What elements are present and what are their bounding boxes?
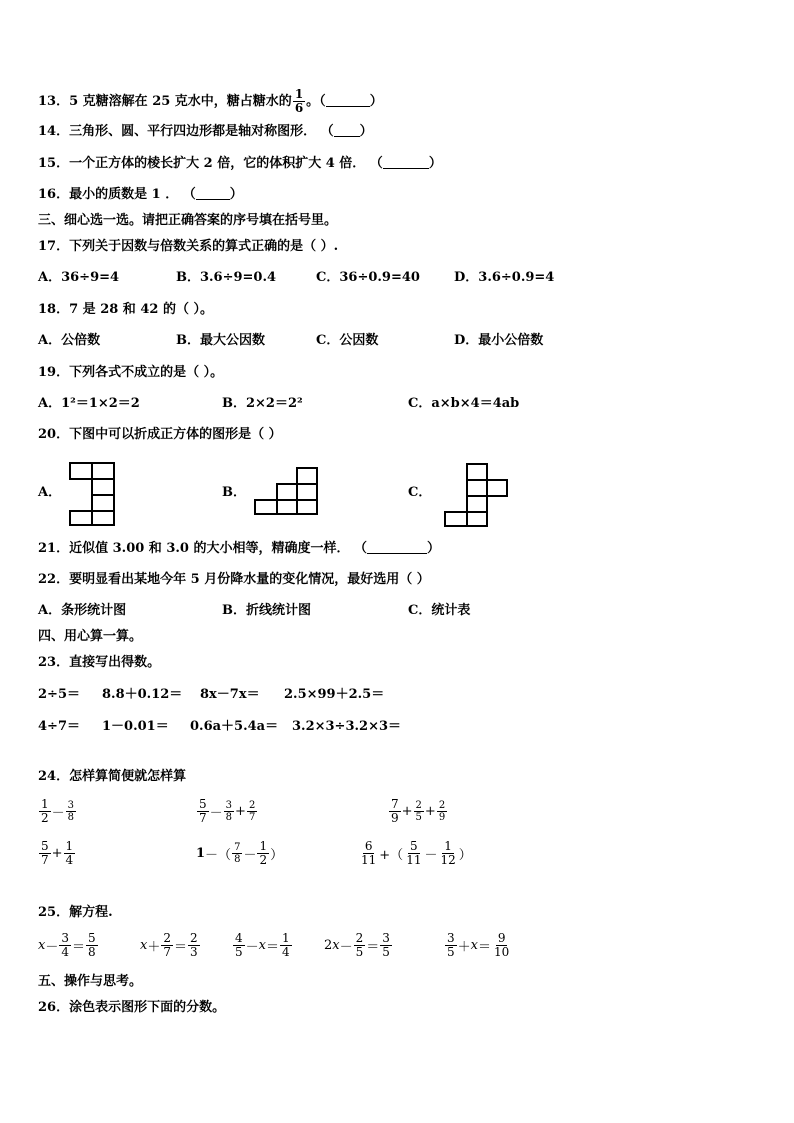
q25-equation-3: $\frac{4}{5}$ － x ＝ $\frac{1}{4}$ xyxy=(235,931,290,959)
q18-option-b[interactable]: B．最大公因数 xyxy=(176,333,265,348)
question-17: 17．下列关于因数与倍数关系的算式正确的是（ ）. xyxy=(38,239,339,254)
q24-expr-2: $\frac{5}{7}$ － $\frac{3}{8}$ + $\frac{2}{7}$ xyxy=(199,797,256,825)
q22-option-b[interactable]: B．折线统计图 xyxy=(222,603,311,618)
q24-expr-5: 1 －（ $\frac{7}{8}$ － $\frac{1}{2}$ ） xyxy=(196,839,284,867)
section-4-heading: 四、用心算一算。 xyxy=(38,629,143,644)
q25-equation-4: 2 x － $\frac{2}{5}$ ＝ $\frac{3}{5}$ xyxy=(324,931,390,959)
q13-denominator: 6 xyxy=(294,101,304,115)
q14-text: 14．三角形、圆、平行四边形都是轴对称图形． （ xyxy=(38,124,334,139)
q13-post: 。（ xyxy=(306,94,326,109)
q17-option-c[interactable]: C．36÷0.9=40 xyxy=(316,270,420,285)
q13-text: 13．5 克糖溶解在 25 克水中，糖占糖水的 xyxy=(38,94,292,109)
q17-option-a[interactable]: A．36÷9=4 xyxy=(38,270,120,285)
q13-numerator: 1 xyxy=(294,87,304,101)
q24-expr-1: $\frac{1}{2}$ － $\frac{3}{8}$ xyxy=(41,797,75,825)
cube-net-a[interactable] xyxy=(68,461,118,527)
q13-fraction xyxy=(293,88,305,115)
q23-item: 2÷5＝ xyxy=(38,687,80,702)
q23-item: 8.8＋0.12＝ xyxy=(102,687,183,702)
q16-end: ） xyxy=(229,187,243,202)
section-5-heading: 五、操作与思考。 xyxy=(38,974,143,989)
cube-net-b[interactable] xyxy=(253,466,321,516)
q14-end: ） xyxy=(359,124,373,139)
question-15 xyxy=(38,156,442,172)
q22-option-c[interactable]: C．统计表 xyxy=(408,603,471,618)
q16-text: 16．最小的质数是 1 ． （ xyxy=(38,187,196,202)
question-20: 20．下图中可以折成正方体的图形是（ ） xyxy=(38,427,282,442)
q21-end: ） xyxy=(427,541,441,556)
q14-answer-blank[interactable] xyxy=(334,124,360,137)
question-13 xyxy=(38,88,383,115)
q23-item: 0.6a＋5.4a＝ xyxy=(190,719,279,734)
question-14 xyxy=(38,124,373,140)
q19-option-c[interactable]: C．a×b×4＝4ab xyxy=(408,396,520,411)
q25-equation-1: x － $\frac{3}{4}$ ＝ $\frac{5}{8}$ xyxy=(38,931,96,959)
q23-item: 2.5×99＋2.5＝ xyxy=(284,687,385,702)
question-18: 18．7 是 28 和 42 的（ ）。 xyxy=(38,302,213,317)
q15-end: ） xyxy=(428,156,442,171)
question-19: 19．下列各式不成立的是（ ）。 xyxy=(38,365,224,380)
q17-option-d[interactable]: D．3.6÷0.9=4 xyxy=(454,270,555,285)
q19-option-b[interactable]: B．2×2＝2² xyxy=(222,396,303,411)
q18-option-a[interactable]: A．公倍数 xyxy=(38,333,101,348)
q20-label-b[interactable]: B． xyxy=(222,485,246,500)
question-26: 26．涂色表示图形下面的分数。 xyxy=(38,1000,226,1015)
q17-option-b[interactable]: B．3.6÷9=0.4 xyxy=(176,270,277,285)
q22-option-a[interactable]: A．条形统计图 xyxy=(38,603,127,618)
q24-expr-4: $\frac{5}{7}$ + $\frac{1}{4}$ xyxy=(41,839,74,867)
q19-option-a[interactable]: A．1²＝1×2＝2 xyxy=(38,396,140,411)
question-23: 23．直接写出得数。 xyxy=(38,655,161,670)
question-24: 24．怎样算简便就怎样算 xyxy=(38,769,187,784)
q13-answer-blank[interactable] xyxy=(326,94,370,107)
section-3-heading: 三、细心选一选。请把正确答案的序号填在括号里。 xyxy=(38,213,338,228)
q25-equation-5: $\frac{3}{5}$ ＋ x ＝ $\frac{9}{10}$ xyxy=(447,931,510,959)
q16-answer-blank[interactable] xyxy=(196,187,230,200)
q15-answer-blank[interactable] xyxy=(383,156,429,169)
q21-text: 21．近似值 3.00 和 3.0 的大小相等，精确度一样． （ xyxy=(38,541,367,556)
question-25: 25．解方程. xyxy=(38,905,113,920)
q23-item: 1－0.01＝ xyxy=(102,719,169,734)
q23-item: 4÷7＝ xyxy=(38,719,80,734)
q15-text: 15．一个正方体的棱长扩大 2 倍，它的体积扩大 4 倍． （ xyxy=(38,156,383,171)
q25-equation-2: x ＋ $\frac{2}{7}$ ＝ $\frac{2}{3}$ xyxy=(140,931,198,959)
q21-answer-blank[interactable] xyxy=(367,541,427,554)
question-16 xyxy=(38,187,243,203)
q13-end: ） xyxy=(369,94,383,109)
q23-item: 8x－7x＝ xyxy=(200,687,260,702)
q23-item: 3.2×3÷3.2×3＝ xyxy=(292,719,402,734)
q24-expr-3: $\frac{7}{9}$ + $\frac{2}{5}$ + $\frac{2}{9}$ xyxy=(391,797,446,825)
question-22: 22．要明显看出某地今年 5 月份降水量的变化情况，最好选用（ ） xyxy=(38,572,430,587)
question-21 xyxy=(38,541,440,557)
q24-expr-6: $\frac{6}{11}$ +（ $\frac{5}{11}$ － $\frac{1}{12}$ ） xyxy=(361,839,472,867)
q20-label-c[interactable]: C． xyxy=(408,485,432,500)
q18-option-d[interactable]: D．最小公倍数 xyxy=(454,333,544,348)
q18-option-c[interactable]: C．公因数 xyxy=(316,333,379,348)
q20-label-a[interactable]: A． xyxy=(38,485,62,500)
cube-net-c[interactable] xyxy=(443,462,511,528)
